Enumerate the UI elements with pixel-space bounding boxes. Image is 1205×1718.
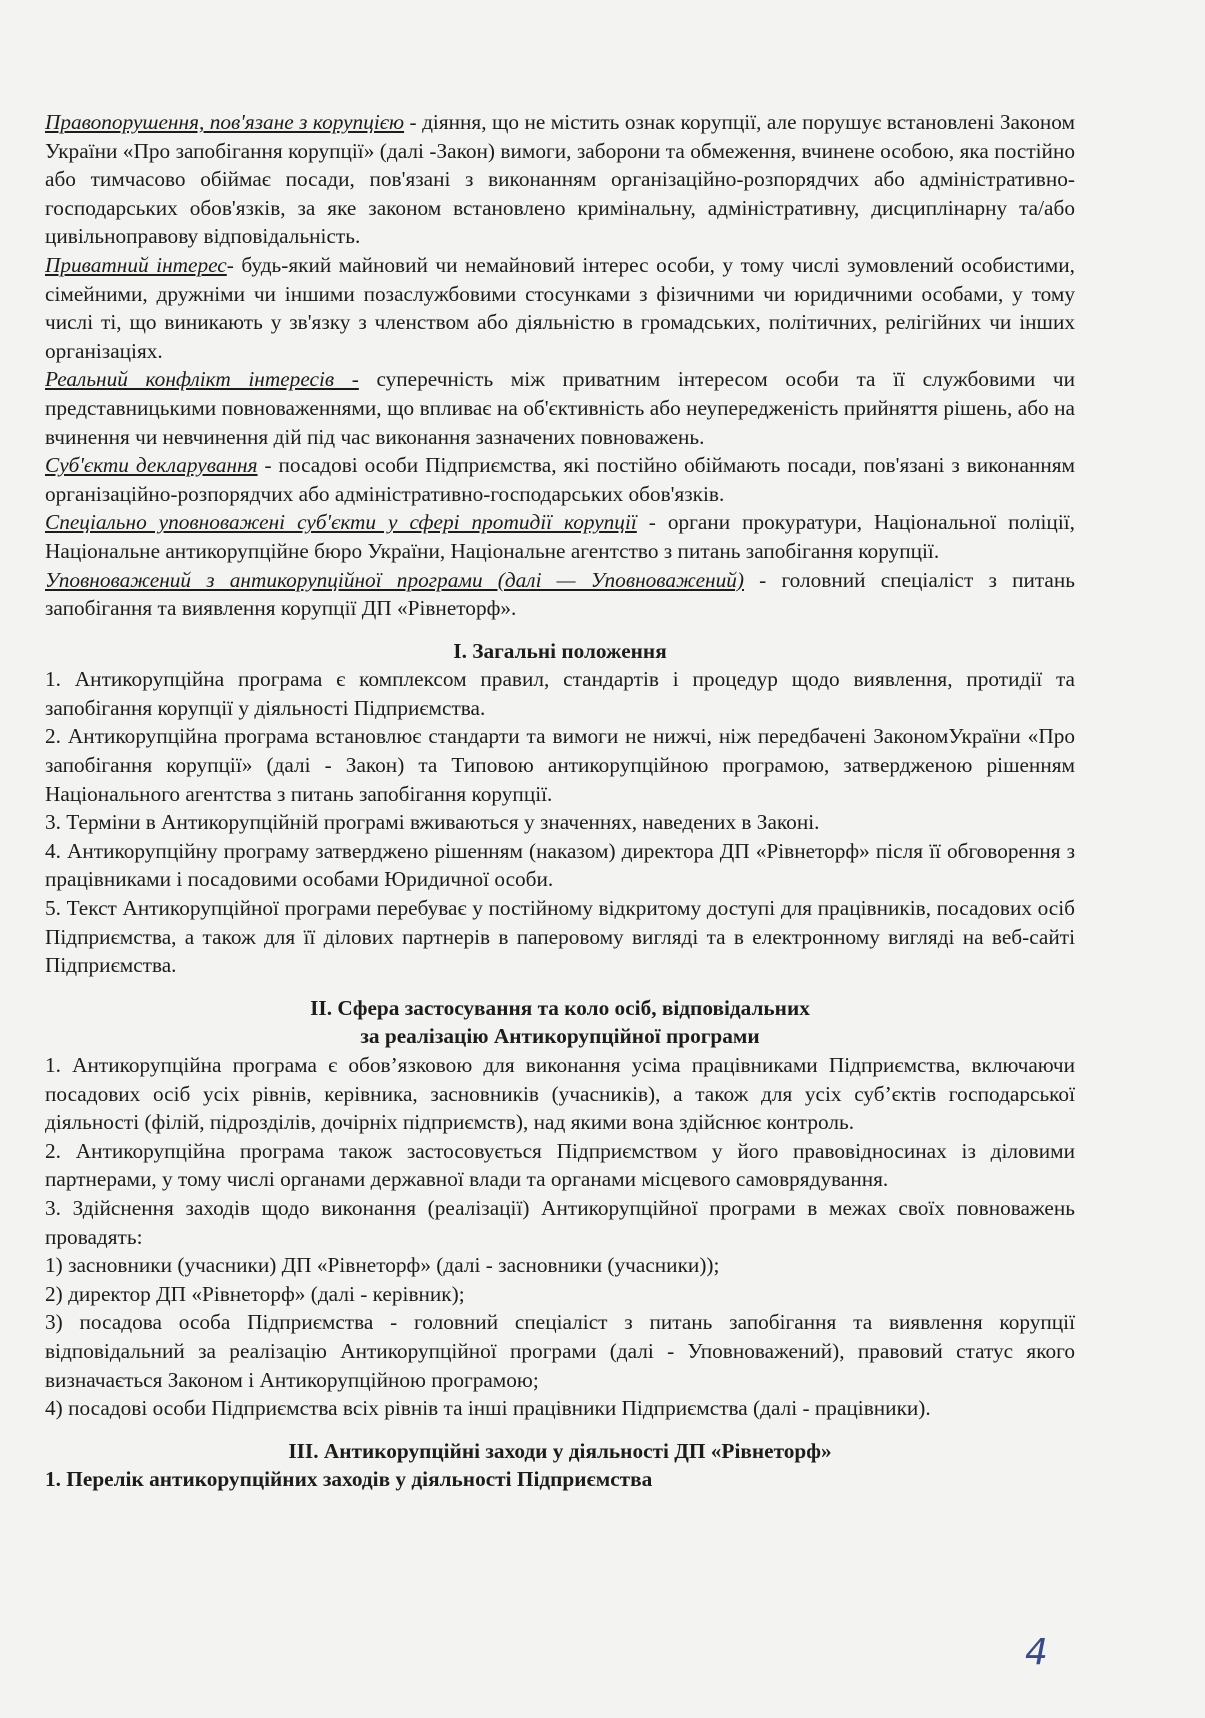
section-item: 2. Антикорупційна програма встановлює стандарти та вимоги не нижчі, ніж передбачені ЗакономУкраїни «Про запобігання корупції» (далі - Закон) та Типовою антикорупційною програмою, затвердженою рішенням Національного агентства з питань запобігання корупції. xyxy=(45,724,1075,806)
page-number: 4 xyxy=(1025,1632,1048,1673)
definition-term: Суб'єкти декларування xyxy=(45,453,258,478)
definition-term: Реальний конфлікт інтересів - xyxy=(45,367,359,392)
section-subitem: 1) засновники (учасники) ДП «Рівнеторф» (далі - засновники (учасники)); xyxy=(45,1253,720,1278)
definition-term: Правопорушення, пов'язане з корупцією xyxy=(45,110,405,134)
definition-text: - посадові особи Підприємства, які постійно обіймають посади, пов'язані з виконанням організаційно-розпорядчих або адміністративно-господарських обов'язків. xyxy=(45,453,1075,506)
definition-paragraph xyxy=(45,108,1075,251)
definition-term: Уповноважений з антикорупційної програми (далі — Уповноважений) xyxy=(45,567,744,592)
section-item: 2. Антикорупційна програма також застосовується Підприємством у його правовідносинах із діловими партнерами, у тому числі органами державної влади та органами місцевого самоврядування. xyxy=(45,1138,1075,1192)
section-subitem: 3) посадова особа Підприємства - головний спеціаліст з питань запобігання та виявлення корупції відповідальний за реалізацію Антикорупційної програми (далі - Уповноважений), правовий статус якого визначається Законом і Антикорупційною програмою; xyxy=(45,1310,1075,1392)
definition-paragraph xyxy=(45,508,1075,565)
section-item: 4. Антикорупційну програму затверджено рішенням (наказом) директора ДП «Рівнеторф» після її обговорення з працівниками і посадовими особами Юридичної особи. xyxy=(45,838,1075,892)
section-subitem: 4) посадові особи Підприємства всіх рівнів та інші працівники Підприємства (далі - працівники). xyxy=(45,1396,931,1421)
definition-text: - головний спеціаліст з питань запобігання та виявлення корупції ДП «Рівнеторф». xyxy=(45,567,1075,621)
definition-text: суперечність між приватним інтересом особи та її службовими чи представницькими повноваженнями, що впливає на об'єктивність або неупередженість прийняття рішень, або на вчинення чи невчинення дій під час виконання зазначених повноважень. xyxy=(45,367,1075,449)
definition-text: - будь-який майновий чи немайновий інтерес особи, у тому числі зумовлений особистими, сімейними, дружніми чи іншими позаслужбовими стосунками з фізичними чи юридичними особами, у тому числі ті, що виникають у зв'язку з членством або діяльністю в громадських, політичних, релігійних чи інших організаціях. xyxy=(45,252,1075,363)
section-heading: І. Загальні положення xyxy=(453,638,667,663)
definition-term: Приватний інтерес xyxy=(45,252,227,277)
definition-paragraph xyxy=(45,365,1075,451)
document-body xyxy=(45,108,1075,1494)
section-heading-line2: за реалізацію Антикорупційної програми xyxy=(360,1024,760,1049)
definition-term: Спеціально уповноважені суб'єкти у сфері протидії корупції xyxy=(45,510,637,535)
section-item: 5. Текст Антикорупційної програми перебуває у постійному відкритому доступі для працівників, посадових осіб Підприємства, а також для її ділових партнерів в паперовому вигляді та в електронному вигляді на веб-сайті Підприємства. xyxy=(45,896,1075,978)
definition-paragraph xyxy=(45,451,1075,508)
section-subheading: 1. Перелік антикорупційних заходів у діяльності Підприємства xyxy=(45,1467,653,1492)
section-item: 3. Терміни в Антикорупційній програмі вживаються у значеннях, наведених в Законі. xyxy=(45,810,820,835)
section-item: 3. Здійснення заходів щодо виконання (реалізації) Антикорупційної програми в межах своїх повноважень провадять: xyxy=(45,1195,1075,1249)
section-subitem: 2) директор ДП «Рівнеторф» (далі - керівник); xyxy=(45,1281,465,1306)
definition-paragraph xyxy=(45,251,1075,365)
section-heading: ІІ. Сфера застосування та коло осіб, відповідальних xyxy=(310,995,810,1020)
definition-text: - діяння, що не містить ознак корупції, але порушує встановлені Законом України «Про запобігання корупції» (далі -Закон) вимоги, заборони та обмеження, вчинене особою, яка постійно або тимчасово обіймає посади, пов'язані з виконанням організаційно-розпорядчих або адміністративно-господарських обов'язків, за яке законом встановлено кримінальну, адміністративну, дисциплінарну та/або цивільноправову відповідальність. xyxy=(45,110,1075,249)
section-item: 1. Антикорупційна програма є обов’язковою для виконання усіма працівниками Підприємства, включаючи посадових осіб усіх рівнів, керівника, засновників (учасників), а також для усіх суб’єктів господарської діяльності (філій, підрозділів, дочірніх підприємств), над якими вона здійснює контроль. xyxy=(45,1053,1075,1135)
definition-paragraph xyxy=(45,566,1075,623)
section-heading: ІІІ. Антикорупційні заходи у діяльності ДП «Рівнеторф» xyxy=(288,1438,832,1463)
section-item: 1. Антикорупційна програма є комплексом правил, стандартів і процедур щодо виявлення, протидії та запобігання корупції у діяльності Підприємства. xyxy=(45,667,1075,720)
definition-text: - органи прокуратури, Національної поліції, Національне антикорупційне бюро України, Національне агентство з питань запобігання корупції. xyxy=(45,510,1075,563)
